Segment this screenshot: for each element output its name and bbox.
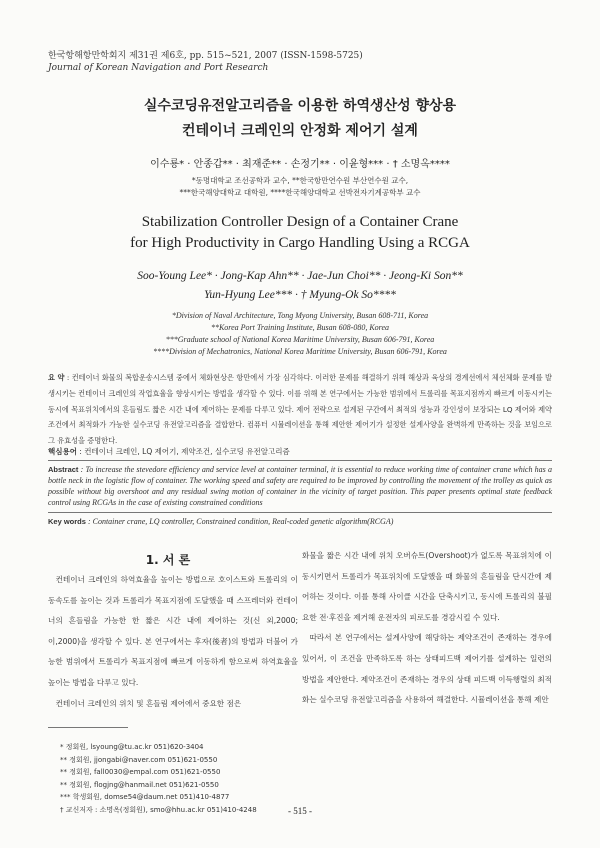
english-keywords-label: Key words xyxy=(48,517,86,526)
english-affiliation-2: **Korea Port Training Institute, Busan 608-080, Korea xyxy=(210,323,390,332)
footnote-item: * 정회원, lsyoung@tu.ac.kr 051)620-3404 xyxy=(60,743,204,751)
korean-affiliation-2: ***한국해양대학교 대학원, ****한국해양대학교 선박전자기계공학부 교수 xyxy=(179,188,421,197)
footnote-item: *** 학생회원, domse54@daum.net 051)410-4877 xyxy=(60,793,230,802)
journal-header xyxy=(48,50,363,74)
footnote-item: ** 정회원, fall0030@empal.com 051)621-0550 xyxy=(60,768,221,777)
korean-title-line-1: 실수코딩유전알고리즘을 이용한 하역생산성 향상용 xyxy=(143,98,457,114)
english-title-line-2: for High Productivity in Cargo Handling Using a RCGA xyxy=(130,235,470,251)
korean-keywords xyxy=(48,446,290,457)
english-title-line-1: Stabilization Controller Design of a Container Crane xyxy=(141,214,459,230)
footnote-item: ** 정회원, flogjng@hanmail.net 051)621-0550 xyxy=(60,780,219,789)
journal-ko-line: 한국항해항만학회지 제31권 제6호, pp. 515~521, 2007 (ISSN-1598-5725) xyxy=(48,51,363,61)
footnote-item: † 교신저자 : 소명옥(정회원), smo@hhu.ac.kr 051)410-4248 xyxy=(60,805,257,814)
footnote-rule xyxy=(48,727,128,728)
english-affiliation-4: ****Division of Mechatronics, National Korea Maritime University, Busan 606-791, Korea xyxy=(153,347,447,356)
abstract-bottom-rule xyxy=(48,512,552,513)
english-authors-line-2: Yun-Hyung Lee*** · † Myung-Ok So**** xyxy=(204,289,396,301)
korean-title-line-2: 컨테이너 크레인의 안정화 제어기 설계 xyxy=(182,123,418,139)
english-authors-line-1: Soo-Young Lee* · Jong-Kap Ahn** · Jae-Jun Choi** · Jeong-Ki Son** xyxy=(137,270,463,282)
body-paragraph: 컨테이너 크레인의 위치 및 흔들림 제어에서 중요한 점은 xyxy=(55,698,242,708)
english-abstract-text: : To increase the stevedore efficiency and service level at container terminal, it is essential to reduce working time of container crane which has a bottle neck in the logistic flow of container. The working speed and safety are required to be improved by controlling the movement of the trolley as quick as possible without big overshoot and any residual swing motion of container in the vicinity of target position. This paper presents optimal state feedback control using RCGAs in the case of existing constrained conditions xyxy=(48,465,552,507)
body-paragraph: 컨테이너 크레인의 하역효율을 높이는 방법으로 호이스트와 트롤리의 이동속도를 높이는 것과 트롤리가 목표지점에 도달했을 때 스프레더와 컨테이너의 흔들림을 가능한 한 짧은 시간 내에 제어하는 것(신 외,2000; 이,2000)을 생각할 수 있다. 본 연구에서는 후자(後者)의 방법과 더불어 가능한 범위에서 트롤리가 목표지점에 빠르게 이동하게 함으로써 하역효율을 높이는 방법을 다루고 있다. xyxy=(48,575,298,687)
korean-abstract-label: 요 약 xyxy=(48,373,65,382)
abstract-top-rule xyxy=(48,460,552,461)
journal-en-line: Journal of Korean Navigation and Port Research xyxy=(48,63,269,73)
body-column-left xyxy=(48,570,298,714)
english-abstract-label: Abstract xyxy=(48,465,79,474)
body-paragraph: 따라서 본 연구에서는 설계사양에 해당하는 제약조건이 존재하는 경우에 있어서, 이 조건을 만족하도록 하는 상태피드백 제어기를 설계하는 일련의 방법을 제안한다. 제약조건이 존재하는 경우의 상태 피드백 이득행렬의 최적화는 실수코딩 유전알고리즘을 사용하여 해결한다. 시뮬레이션을 통해 제안 xyxy=(302,633,552,705)
korean-affiliation-1: *동명대학교 조선공학과 교수, **한국항만연수원 부산연수원 교수, xyxy=(191,176,409,185)
korean-authors: 이수룡* · 안종갑** · 최재준** · 손정기** · 이윤형*** · † 소명옥**** xyxy=(150,159,450,170)
english-affiliation-3: ***Graduate school of National Korea Maritime University, Busan 606-791, Korea xyxy=(165,335,435,344)
korean-keywords-text: : 컨테이너 크레인, LQ 제어기, 제약조건, 실수코딩 유전알고리즘 xyxy=(76,447,290,456)
korean-keywords-label: 핵심용어 xyxy=(48,447,77,456)
body-paragraph: 화물을 짧은 시간 내에 위치 오버슈트(Overshoot)가 없도록 목표위치에 이동시키면서 트롤리가 목표위치에 도달했을 때 화물의 흔들림을 단시간에 제어하는 것이다. 이를 통해 사이클 시간을 단축시키고, 동시에 트롤리의 불필요한 전·후진을 제거해 운전자의 피로도를 경감시킬 수 있다. xyxy=(302,551,552,622)
footnote-item: ** 정회원, jjongabi@naver.com 051)621-0550 xyxy=(60,755,218,764)
english-keywords-text: : Container crane, LQ controller, Constrained condition, Real-coded genetic algorithm(RCGA) xyxy=(85,517,394,526)
page-number: - 515 - xyxy=(288,806,312,816)
korean-abstract-text: : 컨테이너 화물의 복합운송시스템 중에서 체화현상은 항만에서 가장 심각하다. 이러한 문제를 해결하기 위해 해상과 육상의 경계선에서 체선체화 문제를 발생시키는 컨테이너 크레인의 작업효율을 향상시키는 방법을 생각할 수 있다. 이를 위해 본 연구에서는 가능한 범위에서 트롤리를 목표지점까지 빠르게 이동시키는 동시에 목표위치에서의 흔들림도 짧은 시간 내에 제어하는 문제를 다루고 있다. 제어 전략으로 설계된 구간에서 최적의 성능과 강인성이 보장되는 LQ 제어와 제약조건에서 최적화가 가능한 실수코딩 유전알고리즘을 결합한다. 컴퓨터 시뮬레이션을 통해 제안한 제어기가 설정한 설계사양을 완벽하게 만족하는 것을 보임으로 그 유효성을 증명한다. xyxy=(48,373,552,446)
section-heading: 1. 서 론 xyxy=(145,553,191,567)
korean-abstract xyxy=(48,370,552,449)
english-abstract xyxy=(48,464,552,508)
english-affiliation-1: *Division of Naval Architecture, Tong Myong University, Busan 608-711, Korea xyxy=(171,311,429,320)
english-keywords xyxy=(48,516,552,527)
body-column-right xyxy=(302,546,552,711)
